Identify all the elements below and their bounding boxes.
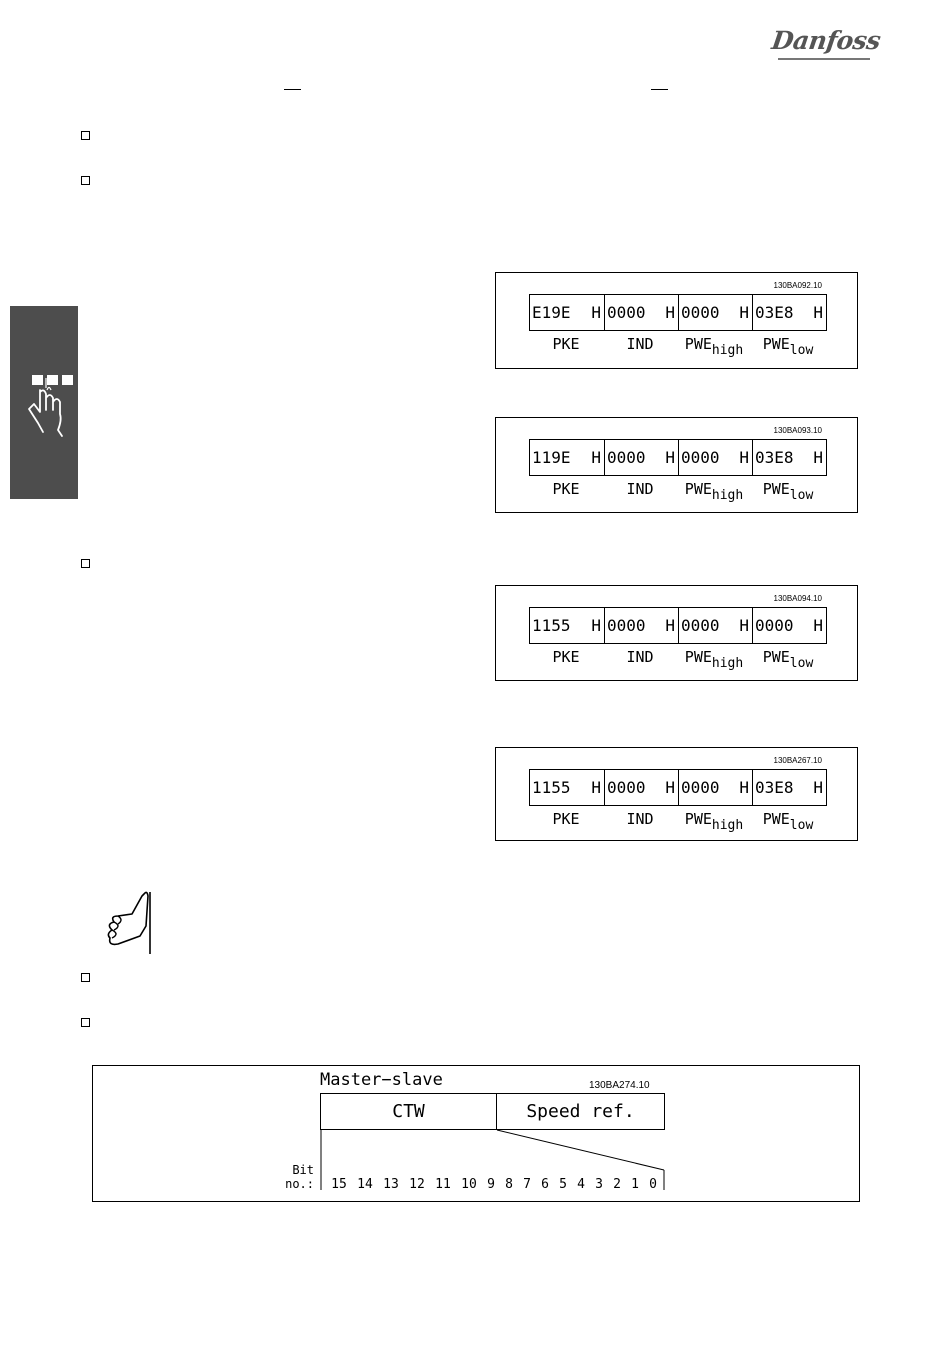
logo-underline bbox=[778, 58, 870, 60]
cell-suffix: H bbox=[813, 303, 823, 322]
cell-suffix: H bbox=[591, 616, 601, 635]
cell-value: E19E bbox=[532, 303, 571, 322]
high-subscript: high bbox=[711, 488, 744, 503]
header-rule-left bbox=[284, 89, 301, 90]
bit-number: 1 bbox=[631, 1177, 639, 1192]
cell-value: 119E bbox=[532, 448, 571, 467]
cell-value: 0000 bbox=[607, 303, 646, 322]
danfoss-logo: Danfoss bbox=[769, 26, 883, 55]
high-subscript: high bbox=[711, 818, 744, 833]
master-slave-title: Master−slave bbox=[320, 1070, 443, 1090]
telegram-example-2 bbox=[495, 417, 858, 513]
pwe-low-label bbox=[751, 335, 825, 360]
pwe-low-cell bbox=[752, 770, 826, 805]
cell-suffix: H bbox=[739, 448, 749, 467]
pwe-low-label bbox=[751, 810, 825, 835]
bullet-icon bbox=[81, 131, 90, 140]
cell-value: 0000 bbox=[755, 616, 794, 635]
pke-cell bbox=[530, 608, 604, 643]
bit-number: 4 bbox=[577, 1177, 585, 1192]
cell-suffix: H bbox=[813, 616, 823, 635]
bit-number: 14 bbox=[357, 1177, 373, 1192]
bit-number-label bbox=[270, 1163, 314, 1191]
cell-suffix: H bbox=[665, 303, 675, 322]
ind-label: IND bbox=[626, 648, 654, 666]
cell-value: 03E8 bbox=[755, 448, 794, 467]
pwe-text: PWE bbox=[762, 648, 790, 666]
low-subscript: low bbox=[789, 818, 814, 833]
bit-number: 2 bbox=[613, 1177, 621, 1192]
ind-cell bbox=[604, 295, 678, 330]
pke-label: PKE bbox=[552, 648, 580, 666]
cell-suffix: H bbox=[739, 303, 749, 322]
field-labels bbox=[529, 335, 825, 360]
bit-number: 12 bbox=[409, 1177, 425, 1192]
pwe-high-label bbox=[677, 810, 751, 835]
low-subscript: low bbox=[789, 656, 814, 671]
telegram-example-3 bbox=[495, 585, 858, 681]
keypad-hand-icon bbox=[10, 306, 78, 499]
note-hand-icon bbox=[104, 890, 156, 956]
field-labels bbox=[529, 810, 825, 835]
cell-value: 0000 bbox=[607, 778, 646, 797]
pwe-text: PWE bbox=[684, 480, 712, 498]
pwe-high-label bbox=[677, 480, 751, 505]
cell-suffix: H bbox=[591, 448, 601, 467]
bit-number: 11 bbox=[435, 1177, 451, 1192]
pwe-high-cell bbox=[678, 608, 752, 643]
bit-number: 6 bbox=[541, 1177, 549, 1192]
bit-number: 5 bbox=[559, 1177, 567, 1192]
low-subscript: low bbox=[789, 343, 814, 358]
cell-value: 1155 bbox=[532, 778, 571, 797]
speed-ref-word: Speed ref. bbox=[526, 1101, 635, 1122]
bit-number: 0 bbox=[649, 1177, 657, 1192]
figure-code: 130BA093.10 bbox=[773, 426, 822, 435]
ind-cell bbox=[604, 608, 678, 643]
cell-value: 1155 bbox=[532, 616, 571, 635]
cell-value: 0000 bbox=[681, 303, 720, 322]
pke-label: PKE bbox=[552, 480, 580, 498]
telegram-cells bbox=[529, 769, 827, 806]
bullet-icon bbox=[81, 973, 90, 982]
bit-numbers bbox=[326, 1177, 662, 1192]
telegram-cells bbox=[529, 607, 827, 644]
bit-number: 8 bbox=[505, 1177, 513, 1192]
low-subscript: low bbox=[789, 488, 814, 503]
figure-code: 130BA274.10 bbox=[589, 1080, 650, 1091]
cell-suffix: H bbox=[739, 778, 749, 797]
bit-number: 15 bbox=[331, 1177, 347, 1192]
pwe-text: PWE bbox=[684, 648, 712, 666]
bit-number: 3 bbox=[595, 1177, 603, 1192]
bullet-icon bbox=[81, 559, 90, 568]
cell-value: 03E8 bbox=[755, 303, 794, 322]
cell-suffix: H bbox=[591, 778, 601, 797]
pwe-low-cell bbox=[752, 608, 826, 643]
pwe-high-label bbox=[677, 335, 751, 360]
cell-value: 0000 bbox=[607, 616, 646, 635]
bit-number: 9 bbox=[487, 1177, 495, 1192]
field-labels bbox=[529, 648, 825, 673]
ctw-word: CTW bbox=[321, 1094, 497, 1129]
figure-code: 130BA267.10 bbox=[773, 756, 822, 765]
cell-value: 0000 bbox=[607, 448, 646, 467]
ind-cell bbox=[604, 770, 678, 805]
chapter-side-tab bbox=[10, 306, 78, 499]
pke-cell bbox=[530, 440, 604, 475]
bit-number: 13 bbox=[383, 1177, 399, 1192]
pwe-text: PWE bbox=[684, 335, 712, 353]
pwe-low-cell bbox=[752, 295, 826, 330]
bullet-icon bbox=[81, 1018, 90, 1027]
telegram-example-1 bbox=[495, 272, 858, 369]
pwe-text: PWE bbox=[762, 335, 790, 353]
cell-value: 0000 bbox=[681, 778, 720, 797]
pwe-low-label bbox=[751, 648, 825, 673]
figure-code: 130BA092.10 bbox=[773, 281, 822, 290]
pwe-high-cell bbox=[678, 440, 752, 475]
ind-label: IND bbox=[626, 335, 654, 353]
header-rule-right bbox=[651, 89, 668, 90]
cell-value: 03E8 bbox=[755, 778, 794, 797]
cell-suffix: H bbox=[665, 616, 675, 635]
bit-label-line: no.: bbox=[285, 1177, 314, 1191]
ind-cell bbox=[604, 440, 678, 475]
cell-value: 0000 bbox=[681, 448, 720, 467]
pwe-text: PWE bbox=[684, 810, 712, 828]
cell-suffix: H bbox=[813, 448, 823, 467]
pwe-low-cell bbox=[752, 440, 826, 475]
pwe-text: PWE bbox=[762, 810, 790, 828]
pke-cell bbox=[530, 770, 604, 805]
master-slave-words bbox=[320, 1093, 665, 1130]
pwe-low-label bbox=[751, 480, 825, 505]
figure-code: 130BA094.10 bbox=[773, 594, 822, 603]
cell-value: 0000 bbox=[681, 616, 720, 635]
high-subscript: high bbox=[711, 656, 744, 671]
cell-suffix: H bbox=[739, 616, 749, 635]
bit-number: 7 bbox=[523, 1177, 531, 1192]
telegram-cells bbox=[529, 439, 827, 476]
pwe-high-label bbox=[677, 648, 751, 673]
bit-number: 10 bbox=[461, 1177, 477, 1192]
high-subscript: high bbox=[711, 343, 744, 358]
telegram-cells bbox=[529, 294, 827, 331]
cell-suffix: H bbox=[665, 448, 675, 467]
cell-suffix: H bbox=[813, 778, 823, 797]
cell-suffix: H bbox=[591, 303, 601, 322]
telegram-example-4 bbox=[495, 747, 858, 841]
bit-label-line: Bit bbox=[292, 1163, 314, 1177]
pke-label: PKE bbox=[552, 810, 580, 828]
ind-label: IND bbox=[626, 480, 654, 498]
pke-label: PKE bbox=[552, 335, 580, 353]
bullet-icon bbox=[81, 176, 90, 185]
pwe-high-cell bbox=[678, 770, 752, 805]
ind-label: IND bbox=[626, 810, 654, 828]
pke-cell bbox=[530, 295, 604, 330]
pwe-text: PWE bbox=[762, 480, 790, 498]
field-labels bbox=[529, 480, 825, 505]
pwe-high-cell bbox=[678, 295, 752, 330]
cell-suffix: H bbox=[665, 778, 675, 797]
